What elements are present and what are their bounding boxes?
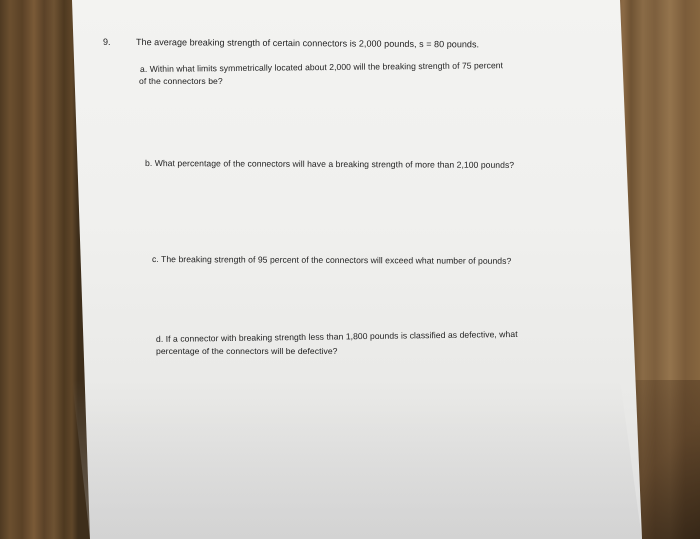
part-c: c. The breaking strength of 95 percent of the connectors will exceed what number of pounds? [151,254,512,266]
question-stem: The average breaking strength of certain connectors is 2,000 pounds, s = 80 pounds. [135,37,480,50]
part-a-line-1: a. Within what limits symmetrically located about 2,000 will the breaking strength of 75 percent [139,60,504,74]
question-number: 9. [103,37,111,47]
part-d-line-1: d. If a connector with breaking strength less than 1,800 pounds is classified as defective, what [155,328,518,344]
part-b: b. What percentage of the connectors will have a breaking strength of more than 2,100 pounds? [144,158,515,170]
part-d-line-2: percentage of the connectors will be defective? [156,346,338,356]
part-a-line-2: of the connectors be? [139,76,223,86]
